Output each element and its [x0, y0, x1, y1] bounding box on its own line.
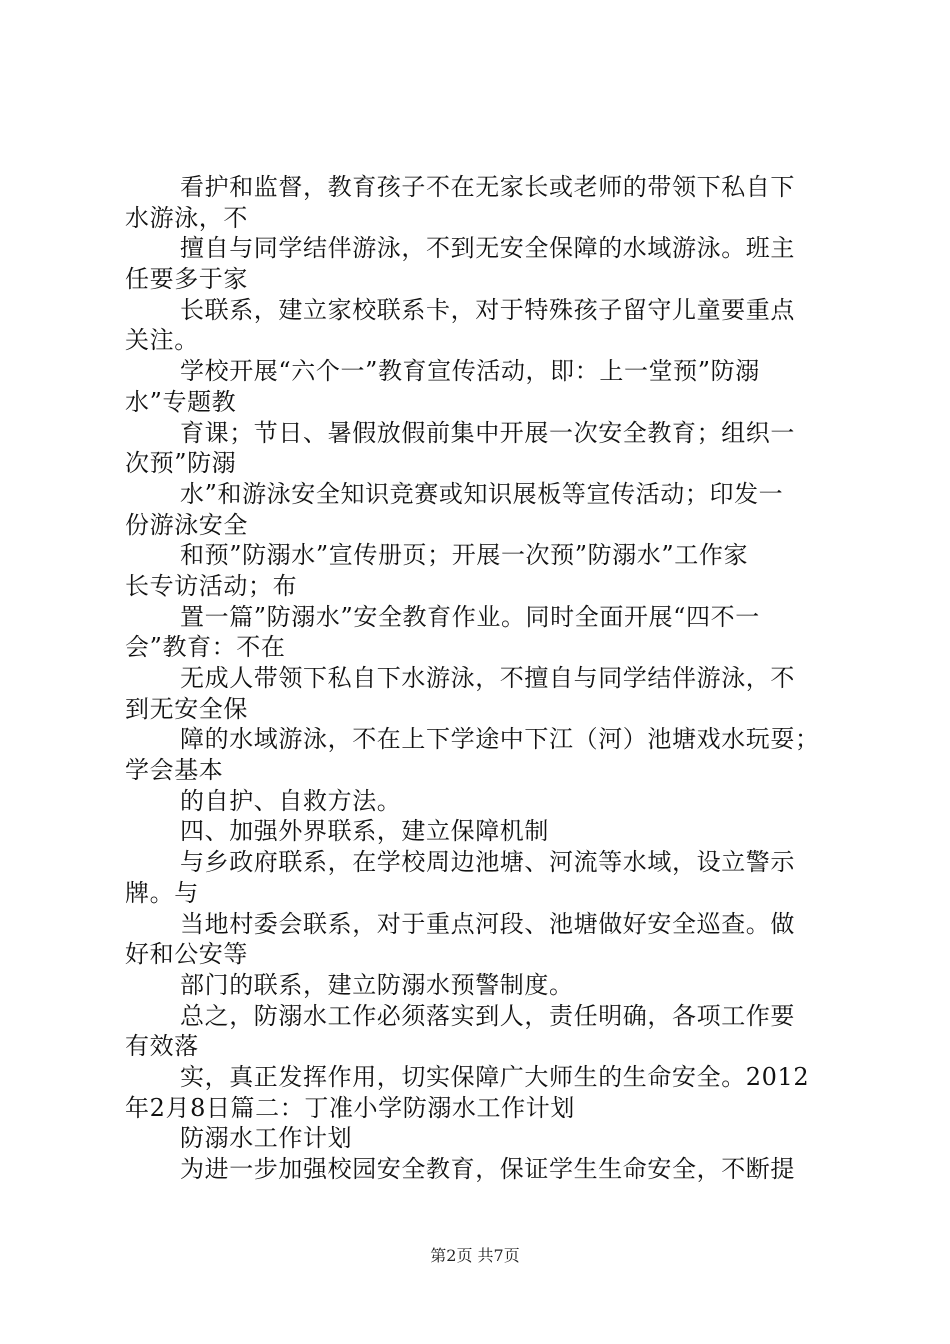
text-line: 任要多于家: [125, 265, 248, 294]
text-line: 无成人带领下私自下水游泳，不擅自与同学结伴游泳，不: [180, 664, 795, 692]
text-line: 长专访活动；布: [125, 571, 298, 600]
text-line: 有效落: [125, 1032, 199, 1061]
text-line: 实，真正发挥作用，切实保障广大师生的生命安全。2012: [180, 1062, 810, 1091]
text-line: 水”和游泳安全知识竞赛或知识展板等宣传活动；印发一: [180, 479, 784, 508]
text-line: 份游泳安全: [125, 510, 248, 539]
document-body: [125, 172, 845, 1185]
text-line: 为进一步加强校园安全教育，保证学生生命安全，不断提: [180, 1155, 795, 1183]
text-line: 擅自与同学结伴游泳，不到无安全保障的水域游泳。班主: [180, 234, 795, 263]
text-line: 和预”防溺水”宣传册页；开展一次预”防溺水”工作家: [180, 541, 749, 570]
text-line: 水”专题教: [125, 387, 237, 416]
text-line: 水游泳，不: [125, 203, 248, 232]
text-line: 好和公安等: [125, 940, 248, 969]
text-line: 当地村委会联系，对于重点河段、池塘做好安全巡查。做: [180, 909, 795, 938]
text-line: 部门的联系，建立防溺水预警制度。: [180, 970, 574, 999]
text-line: 牌。与: [125, 878, 199, 907]
page-number-footer: 第2页 共7页: [430, 1246, 520, 1265]
text-line: 育课；节日、暑假放假前集中开展一次安全教育；组织一: [180, 418, 795, 447]
text-line: 到无安全保: [125, 694, 248, 723]
text-line: 障的水域游泳，不在上下学途中下江（河）池塘戏水玩耍；: [180, 725, 820, 754]
text-line: 与乡政府联系，在学校周边池塘、河流等水域，设立警示: [180, 848, 795, 877]
text-line: 四、加强外界联系，建立保障机制: [180, 817, 549, 846]
text-line: 次预”防溺: [125, 449, 237, 478]
text-line: 看护和监督，教育孩子不在无家长或老师的带领下私自下: [180, 173, 795, 201]
text-line: 会”教育：不在: [125, 633, 286, 662]
text-line: 年2月8日篇二：丁准小学防溺水工作计划: [125, 1093, 575, 1122]
text-line: 学校开展“六个一”教育宣传活动，即：上一堂预”防溺: [180, 357, 760, 386]
text-line: 学会基本: [125, 756, 224, 785]
text-line: 关注。: [125, 326, 199, 355]
text-line: 防溺水工作计划: [180, 1124, 353, 1153]
text-line: 总之，防溺水工作必须落实到人，责任明确，各项工作要: [180, 1001, 795, 1030]
text-line: 长联系，建立家校联系卡，对于特殊孩子留守儿童要重点: [180, 295, 795, 324]
text-line: 置一篇”防溺水”安全教育作业。同时全面开展“四不一: [180, 602, 760, 631]
text-line: 的自护、自救方法。: [180, 786, 402, 815]
